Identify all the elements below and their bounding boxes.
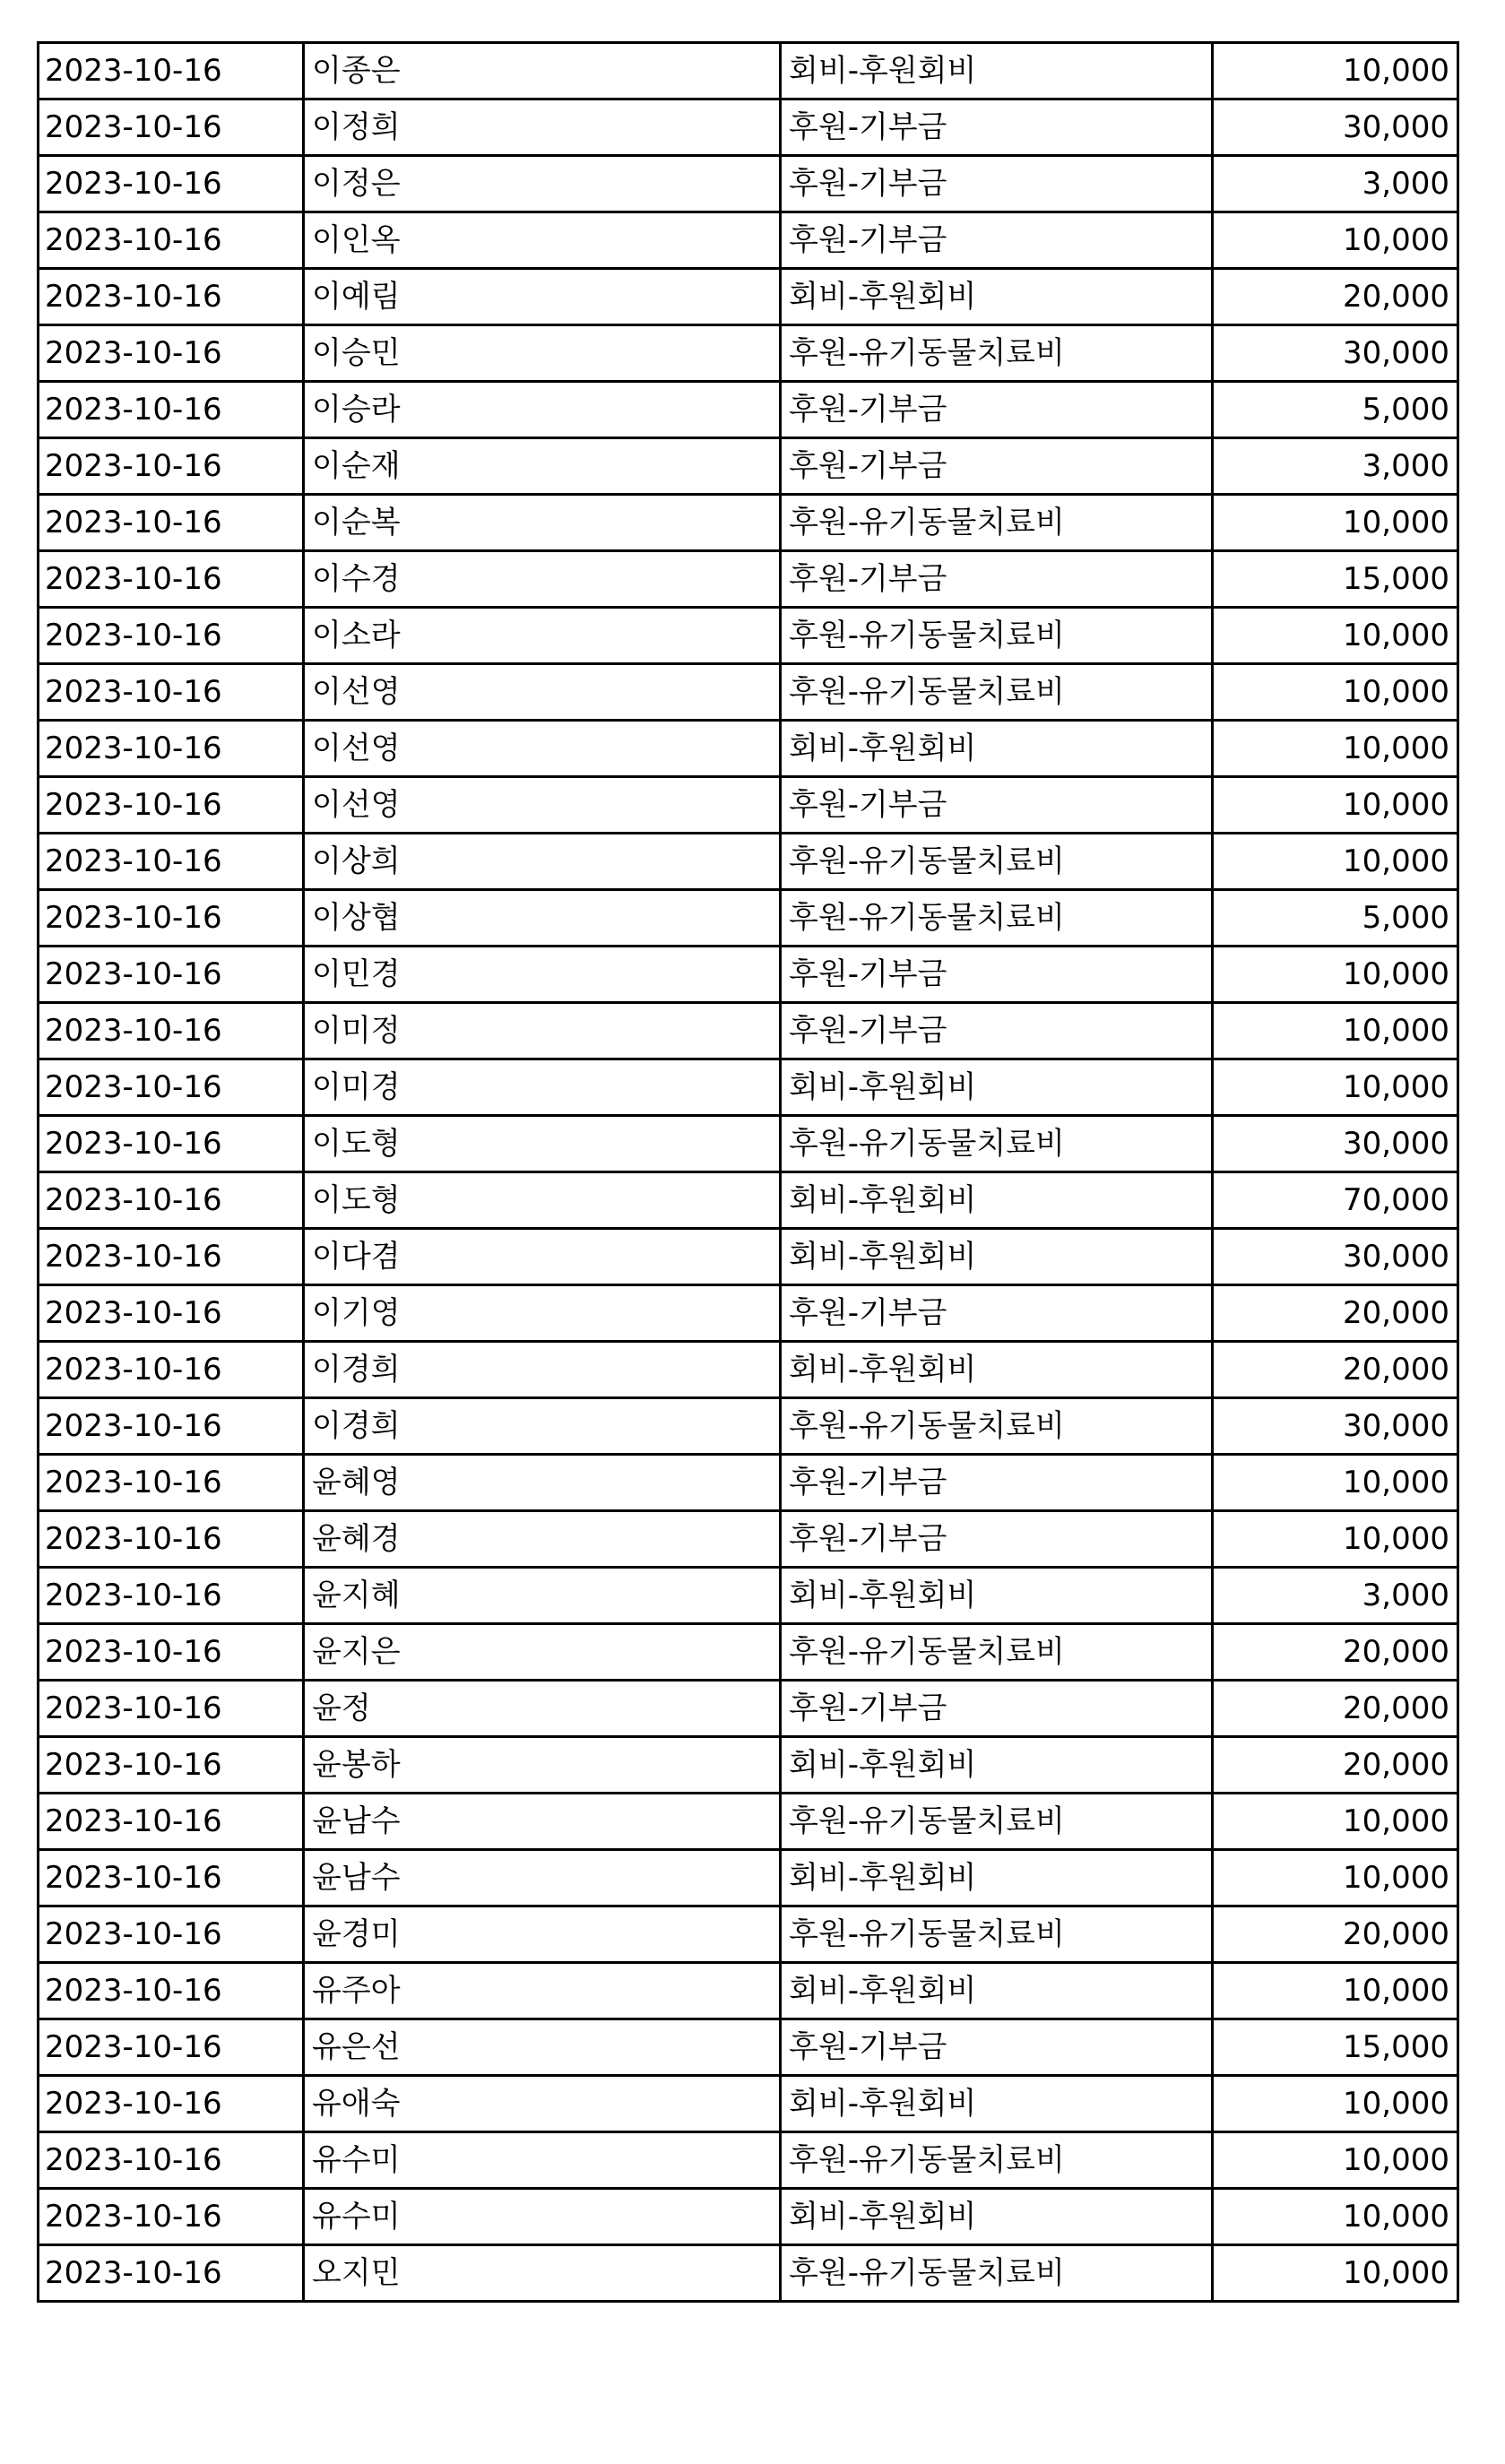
name-cell: 이승민 — [304, 325, 781, 382]
amount-cell: 10,000 — [1213, 1455, 1458, 1511]
date-cell: 2023-10-16 — [39, 1342, 304, 1398]
amount-cell: 20,000 — [1213, 1681, 1458, 1737]
table-row — [39, 2132, 1458, 2189]
category-cell: 후원-유기동물치료비 — [781, 1624, 1213, 1681]
category-cell: 후원-기부금 — [781, 99, 1213, 156]
name-cell: 이도형 — [304, 1172, 781, 1229]
category-cell: 회비-후원회비 — [781, 1342, 1213, 1398]
category-cell: 회비-후원회비 — [781, 1963, 1213, 2019]
amount-cell: 3,000 — [1213, 438, 1458, 495]
category-cell: 후원-기부금 — [781, 947, 1213, 1003]
table-row — [39, 212, 1458, 269]
amount-cell: 15,000 — [1213, 551, 1458, 608]
name-cell: 이상협 — [304, 890, 781, 947]
name-cell: 이민경 — [304, 947, 781, 1003]
category-cell: 후원-기부금 — [781, 1681, 1213, 1737]
table-row — [39, 1398, 1458, 1455]
date-cell: 2023-10-16 — [39, 1172, 304, 1229]
amount-cell: 10,000 — [1213, 2245, 1458, 2302]
category-cell: 회비-후원회비 — [781, 2076, 1213, 2132]
name-cell: 이순복 — [304, 495, 781, 551]
date-cell: 2023-10-16 — [39, 1737, 304, 1794]
date-cell: 2023-10-16 — [39, 1850, 304, 1906]
name-cell: 유주아 — [304, 1963, 781, 2019]
date-cell: 2023-10-16 — [39, 438, 304, 495]
date-cell: 2023-10-16 — [39, 2189, 304, 2245]
name-cell: 유수미 — [304, 2132, 781, 2189]
amount-cell: 10,000 — [1213, 1850, 1458, 1906]
table-row — [39, 834, 1458, 890]
amount-cell: 10,000 — [1213, 1794, 1458, 1850]
table-row — [39, 1568, 1458, 1624]
date-cell: 2023-10-16 — [39, 1624, 304, 1681]
date-cell: 2023-10-16 — [39, 2132, 304, 2189]
name-cell: 이미경 — [304, 1059, 781, 1116]
table-row — [39, 1455, 1458, 1511]
date-cell: 2023-10-16 — [39, 1398, 304, 1455]
amount-cell: 30,000 — [1213, 325, 1458, 382]
donation-ledger-table — [37, 41, 1459, 2303]
table-row — [39, 1059, 1458, 1116]
category-cell: 후원-기부금 — [781, 1511, 1213, 1568]
amount-cell: 10,000 — [1213, 2189, 1458, 2245]
table-row — [39, 1737, 1458, 1794]
category-cell: 회비-후원회비 — [781, 721, 1213, 777]
amount-cell: 10,000 — [1213, 1003, 1458, 1059]
date-cell: 2023-10-16 — [39, 1455, 304, 1511]
table-row — [39, 156, 1458, 212]
date-cell: 2023-10-16 — [39, 721, 304, 777]
amount-cell: 10,000 — [1213, 947, 1458, 1003]
name-cell: 이정은 — [304, 156, 781, 212]
category-cell: 후원-유기동물치료비 — [781, 1794, 1213, 1850]
name-cell: 이도형 — [304, 1116, 781, 1172]
table-row — [39, 551, 1458, 608]
amount-cell: 30,000 — [1213, 1229, 1458, 1285]
date-cell: 2023-10-16 — [39, 99, 304, 156]
table-row — [39, 43, 1458, 99]
category-cell: 회비-후원회비 — [781, 1568, 1213, 1624]
table-row — [39, 2019, 1458, 2076]
category-cell: 후원-유기동물치료비 — [781, 2132, 1213, 2189]
category-cell: 회비-후원회비 — [781, 1737, 1213, 1794]
amount-cell: 10,000 — [1213, 2076, 1458, 2132]
date-cell: 2023-10-16 — [39, 1059, 304, 1116]
name-cell: 윤지은 — [304, 1624, 781, 1681]
amount-cell: 30,000 — [1213, 1116, 1458, 1172]
date-cell: 2023-10-16 — [39, 1229, 304, 1285]
name-cell: 이종은 — [304, 43, 781, 99]
name-cell: 이경희 — [304, 1398, 781, 1455]
amount-cell: 10,000 — [1213, 1963, 1458, 2019]
amount-cell: 20,000 — [1213, 1342, 1458, 1398]
table-row — [39, 1285, 1458, 1342]
amount-cell: 10,000 — [1213, 1059, 1458, 1116]
table-row — [39, 664, 1458, 721]
category-cell: 후원-기부금 — [781, 551, 1213, 608]
date-cell: 2023-10-16 — [39, 2076, 304, 2132]
category-cell: 회비-후원회비 — [781, 1229, 1213, 1285]
amount-cell: 10,000 — [1213, 664, 1458, 721]
date-cell: 2023-10-16 — [39, 1511, 304, 1568]
name-cell: 윤혜경 — [304, 1511, 781, 1568]
amount-cell: 30,000 — [1213, 1398, 1458, 1455]
category-cell: 후원-유기동물치료비 — [781, 325, 1213, 382]
date-cell: 2023-10-16 — [39, 890, 304, 947]
date-cell: 2023-10-16 — [39, 664, 304, 721]
category-cell: 후원-유기동물치료비 — [781, 1116, 1213, 1172]
category-cell: 후원-기부금 — [781, 777, 1213, 834]
name-cell: 이선영 — [304, 721, 781, 777]
amount-cell: 10,000 — [1213, 1511, 1458, 1568]
category-cell: 후원-기부금 — [781, 438, 1213, 495]
table-row — [39, 438, 1458, 495]
category-cell: 회비-후원회비 — [781, 1059, 1213, 1116]
amount-cell: 5,000 — [1213, 382, 1458, 438]
table-row — [39, 1850, 1458, 1906]
category-cell: 후원-기부금 — [781, 1455, 1213, 1511]
table-row — [39, 1342, 1458, 1398]
name-cell: 이승라 — [304, 382, 781, 438]
table-row — [39, 1681, 1458, 1737]
date-cell: 2023-10-16 — [39, 495, 304, 551]
name-cell: 이미정 — [304, 1003, 781, 1059]
table-row — [39, 721, 1458, 777]
date-cell: 2023-10-16 — [39, 777, 304, 834]
date-cell: 2023-10-16 — [39, 325, 304, 382]
name-cell: 이수경 — [304, 551, 781, 608]
category-cell: 회비-후원회비 — [781, 269, 1213, 325]
category-cell: 후원-기부금 — [781, 1285, 1213, 1342]
table-row — [39, 1172, 1458, 1229]
table-row — [39, 1963, 1458, 2019]
name-cell: 유애숙 — [304, 2076, 781, 2132]
table-row — [39, 325, 1458, 382]
amount-cell: 20,000 — [1213, 269, 1458, 325]
amount-cell: 10,000 — [1213, 608, 1458, 664]
name-cell: 유은선 — [304, 2019, 781, 2076]
table-row — [39, 382, 1458, 438]
category-cell: 후원-유기동물치료비 — [781, 2245, 1213, 2302]
category-cell: 후원-유기동물치료비 — [781, 495, 1213, 551]
name-cell: 윤남수 — [304, 1850, 781, 1906]
table-row — [39, 608, 1458, 664]
table-row — [39, 777, 1458, 834]
date-cell: 2023-10-16 — [39, 43, 304, 99]
name-cell: 이상희 — [304, 834, 781, 890]
date-cell: 2023-10-16 — [39, 834, 304, 890]
table-row — [39, 2076, 1458, 2132]
date-cell: 2023-10-16 — [39, 947, 304, 1003]
amount-cell: 20,000 — [1213, 1906, 1458, 1963]
amount-cell: 5,000 — [1213, 890, 1458, 947]
name-cell: 윤봉하 — [304, 1737, 781, 1794]
name-cell: 이선영 — [304, 664, 781, 721]
date-cell: 2023-10-16 — [39, 1285, 304, 1342]
date-cell: 2023-10-16 — [39, 1003, 304, 1059]
table-row — [39, 2245, 1458, 2302]
category-cell: 후원-유기동물치료비 — [781, 1906, 1213, 1963]
date-cell: 2023-10-16 — [39, 2019, 304, 2076]
amount-cell: 20,000 — [1213, 1624, 1458, 1681]
date-cell: 2023-10-16 — [39, 1116, 304, 1172]
date-cell: 2023-10-16 — [39, 269, 304, 325]
table-row — [39, 495, 1458, 551]
date-cell: 2023-10-16 — [39, 1963, 304, 2019]
table-row — [39, 1229, 1458, 1285]
name-cell: 윤남수 — [304, 1794, 781, 1850]
table-row — [39, 1906, 1458, 1963]
date-cell: 2023-10-16 — [39, 1568, 304, 1624]
category-cell: 후원-유기동물치료비 — [781, 1398, 1213, 1455]
category-cell: 후원-유기동물치료비 — [781, 890, 1213, 947]
table-row — [39, 99, 1458, 156]
amount-cell: 10,000 — [1213, 834, 1458, 890]
category-cell: 후원-기부금 — [781, 156, 1213, 212]
name-cell: 유수미 — [304, 2189, 781, 2245]
name-cell: 이선영 — [304, 777, 781, 834]
date-cell: 2023-10-16 — [39, 212, 304, 269]
table-row — [39, 269, 1458, 325]
date-cell: 2023-10-16 — [39, 1906, 304, 1963]
category-cell: 후원-기부금 — [781, 2019, 1213, 2076]
table-row — [39, 1794, 1458, 1850]
name-cell: 윤경미 — [304, 1906, 781, 1963]
date-cell: 2023-10-16 — [39, 382, 304, 438]
amount-cell: 20,000 — [1213, 1737, 1458, 1794]
name-cell: 오지민 — [304, 2245, 781, 2302]
amount-cell: 3,000 — [1213, 1568, 1458, 1624]
amount-cell: 10,000 — [1213, 721, 1458, 777]
category-cell: 후원-유기동물치료비 — [781, 608, 1213, 664]
amount-cell: 10,000 — [1213, 212, 1458, 269]
amount-cell: 3,000 — [1213, 156, 1458, 212]
name-cell: 이경희 — [304, 1342, 781, 1398]
table-row — [39, 1511, 1458, 1568]
date-cell: 2023-10-16 — [39, 156, 304, 212]
date-cell: 2023-10-16 — [39, 608, 304, 664]
table-row — [39, 2189, 1458, 2245]
category-cell: 후원-기부금 — [781, 212, 1213, 269]
amount-cell: 70,000 — [1213, 1172, 1458, 1229]
amount-cell: 10,000 — [1213, 2132, 1458, 2189]
amount-cell: 10,000 — [1213, 777, 1458, 834]
amount-cell: 15,000 — [1213, 2019, 1458, 2076]
date-cell: 2023-10-16 — [39, 551, 304, 608]
table-row — [39, 1003, 1458, 1059]
name-cell: 이소라 — [304, 608, 781, 664]
table-row — [39, 890, 1458, 947]
ledger-body — [39, 43, 1458, 2302]
category-cell: 후원-유기동물치료비 — [781, 834, 1213, 890]
category-cell: 후원-유기동물치료비 — [781, 664, 1213, 721]
category-cell: 회비-후원회비 — [781, 43, 1213, 99]
table-row — [39, 947, 1458, 1003]
date-cell: 2023-10-16 — [39, 1794, 304, 1850]
name-cell: 이순재 — [304, 438, 781, 495]
name-cell: 윤지혜 — [304, 1568, 781, 1624]
category-cell: 후원-기부금 — [781, 382, 1213, 438]
category-cell: 회비-후원회비 — [781, 1172, 1213, 1229]
name-cell: 이예림 — [304, 269, 781, 325]
name-cell: 이인옥 — [304, 212, 781, 269]
name-cell: 이정희 — [304, 99, 781, 156]
table-row — [39, 1116, 1458, 1172]
category-cell: 회비-후원회비 — [781, 2189, 1213, 2245]
amount-cell: 30,000 — [1213, 99, 1458, 156]
name-cell: 이기영 — [304, 1285, 781, 1342]
table-row — [39, 1624, 1458, 1681]
amount-cell: 10,000 — [1213, 495, 1458, 551]
amount-cell: 20,000 — [1213, 1285, 1458, 1342]
category-cell: 후원-기부금 — [781, 1003, 1213, 1059]
name-cell: 윤혜영 — [304, 1455, 781, 1511]
date-cell: 2023-10-16 — [39, 1681, 304, 1737]
name-cell: 윤정 — [304, 1681, 781, 1737]
amount-cell: 10,000 — [1213, 43, 1458, 99]
date-cell: 2023-10-16 — [39, 2245, 304, 2302]
name-cell: 이다겸 — [304, 1229, 781, 1285]
category-cell: 회비-후원회비 — [781, 1850, 1213, 1906]
